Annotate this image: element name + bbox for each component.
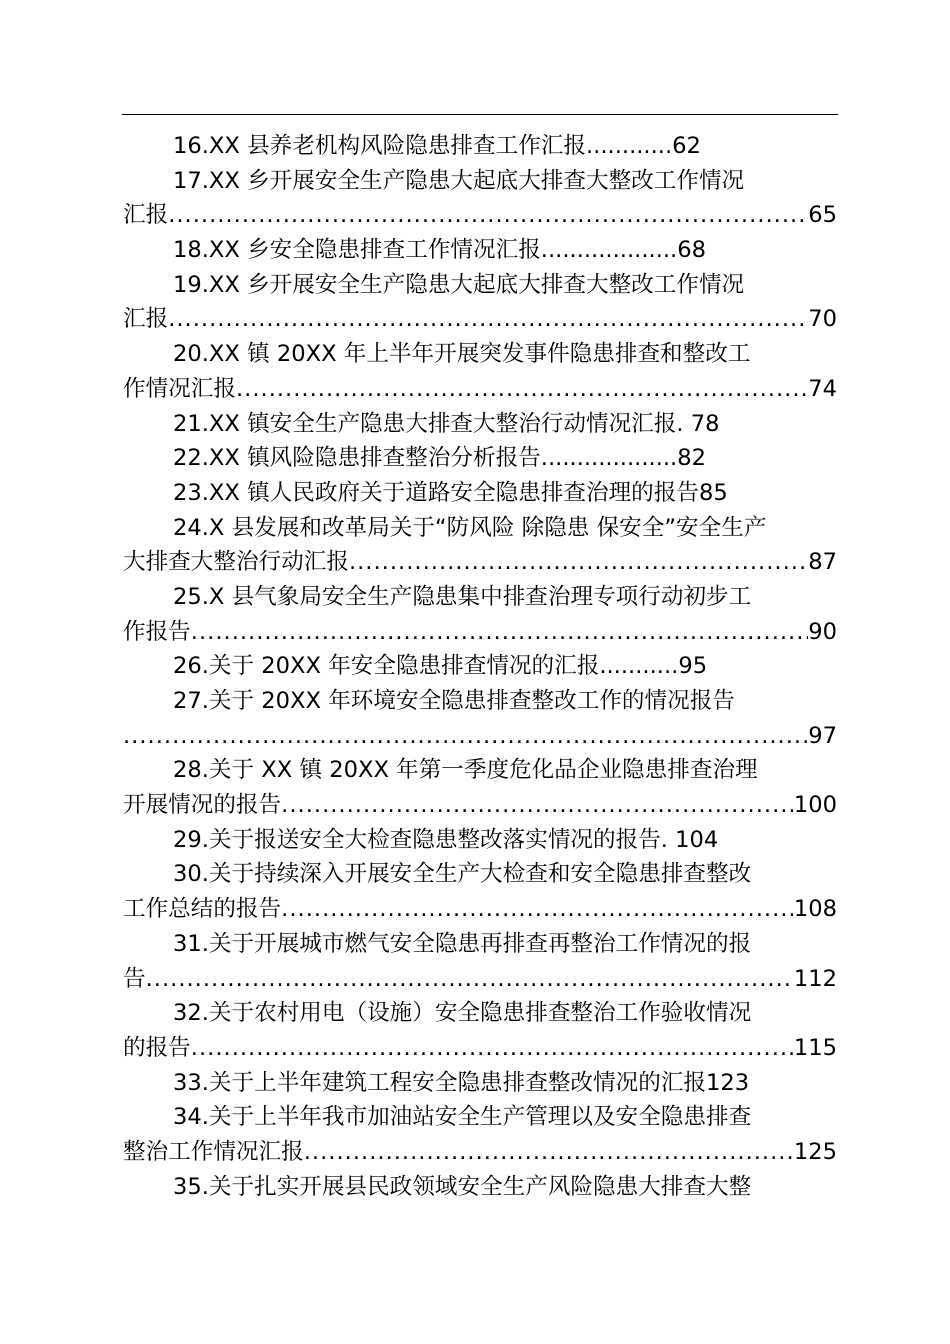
toc-entry-28-continued[interactable] (123, 788, 837, 823)
toc-entry-title: 汇报 (123, 202, 169, 229)
toc-entry-30[interactable]: 30.关于持续深入开展安全生产大检查和安全隐患排查整改 (173, 861, 752, 888)
toc-entry-25[interactable]: 25.X 县气象局安全生产隐患集中排查治理专项行动初步工 (173, 583, 752, 610)
dot-leader (349, 545, 808, 580)
toc-entry-27-continued[interactable] (123, 719, 837, 754)
dot-leader (191, 1031, 794, 1066)
toc-entry-17[interactable]: 17.XX 乡开展安全生产隐患大起底大排查大整改工作情况 (173, 167, 745, 194)
toc-entry-23[interactable]: 23.XX 镇人民政府关于道路安全隐患排查治理的报告85 (173, 479, 728, 506)
toc-entry-title: 作情况汇报 (123, 375, 236, 402)
toc-entry-19[interactable]: 19.XX 乡开展安全生产隐患大起底大排查大整改工作情况 (173, 271, 745, 298)
page-number: 108 (793, 896, 837, 923)
dot-leader (146, 962, 794, 997)
toc-entry-26[interactable]: 26.关于 20XX 年安全隐患排查情况的汇报...........95 (173, 653, 708, 680)
toc-entry-35[interactable]: 35.关于扎实开展县民政领域安全生产风险隐患大排查大整 (173, 1173, 752, 1200)
toc-entry-title: 整治工作情况汇报 (123, 1138, 304, 1165)
dot-leader (123, 719, 808, 754)
page-number: 112 (793, 965, 837, 992)
toc-entry-title: 作报告 (123, 618, 191, 645)
dot-leader (281, 892, 794, 927)
toc-entry-31-continued[interactable] (123, 962, 837, 997)
dot-leader (168, 198, 808, 233)
toc-entry-24[interactable]: 24.X 县发展和改革局关于“防风险 除隐患 保安全”安全生产 (173, 514, 767, 541)
page-number: 115 (793, 1034, 837, 1061)
toc-entry-title: 告 (123, 965, 146, 992)
dot-leader (281, 788, 794, 823)
toc-entry-21[interactable]: 21.XX 镇安全生产隐患大排查大整治行动情况汇报. 78 (173, 410, 720, 437)
page-number: 90 (808, 618, 837, 645)
toc-entry-title: 工作总结的报告 (123, 896, 282, 923)
toc-entry-title: 大排查大整治行动汇报 (123, 549, 349, 576)
header-rule (122, 114, 838, 115)
toc-entry-18[interactable]: 18.XX 乡安全隐患排查工作情况汇报...................68 (173, 237, 706, 264)
toc-entry-24-continued[interactable] (123, 545, 837, 580)
table-of-contents (123, 129, 837, 1204)
dot-leader (168, 302, 808, 337)
page-number: 74 (808, 375, 837, 402)
page-number: 70 (808, 306, 837, 333)
toc-entry-29[interactable]: 29.关于报送安全大检查隐患整改落实情况的报告. 104 (173, 826, 719, 853)
page-number: 97 (808, 722, 837, 749)
toc-entry-title: 开展情况的报告 (123, 792, 282, 819)
toc-entry-27[interactable]: 27.关于 20XX 年环境安全隐患排查整改工作的情况报告 (173, 688, 735, 714)
page-number: 65 (808, 202, 837, 229)
toc-entry-32-continued[interactable] (123, 1031, 837, 1066)
toc-entry-title: 汇报 (123, 306, 169, 333)
toc-entry-22[interactable]: 22.XX 镇风险隐患排查整治分析报告...................82 (173, 445, 706, 472)
dot-leader (304, 1135, 794, 1170)
dot-leader (236, 372, 808, 407)
toc-entry-30-continued[interactable] (123, 892, 837, 927)
toc-entry-25-continued[interactable] (123, 615, 837, 650)
toc-entry-17-continued[interactable] (123, 198, 837, 233)
toc-entry-19-continued[interactable] (123, 302, 837, 337)
toc-entry-31[interactable]: 31.关于开展城市燃气安全隐患再排查再整治工作情况的报 (173, 930, 752, 957)
page-number: 87 (808, 549, 837, 576)
page-number: 125 (793, 1138, 837, 1165)
page-number: 100 (793, 792, 837, 819)
toc-entry-32[interactable]: 32.关于农村用电（设施）安全隐患排查整治工作验收情况 (173, 1000, 752, 1027)
dot-leader (191, 615, 808, 650)
toc-entry-16[interactable]: 16.XX 县养老机构风险隐患排查工作汇报............62 (173, 133, 701, 159)
toc-entry-33[interactable]: 33.关于上半年建筑工程安全隐患排查整改情况的汇报123 (173, 1069, 750, 1096)
toc-entry-34[interactable]: 34.关于上半年我市加油站安全生产管理以及安全隐患排查 (173, 1104, 752, 1131)
toc-entry-20[interactable]: 20.XX 镇 20XX 年上半年开展突发事件隐患排查和整改工 (173, 341, 751, 368)
toc-entry-28[interactable]: 28.关于 XX 镇 20XX 年第一季度危化品企业隐患排查治理 (173, 757, 758, 784)
toc-entry-34-continued[interactable] (123, 1135, 837, 1170)
toc-entry-title: 的报告 (123, 1034, 191, 1061)
toc-entry-20-continued[interactable] (123, 372, 837, 407)
